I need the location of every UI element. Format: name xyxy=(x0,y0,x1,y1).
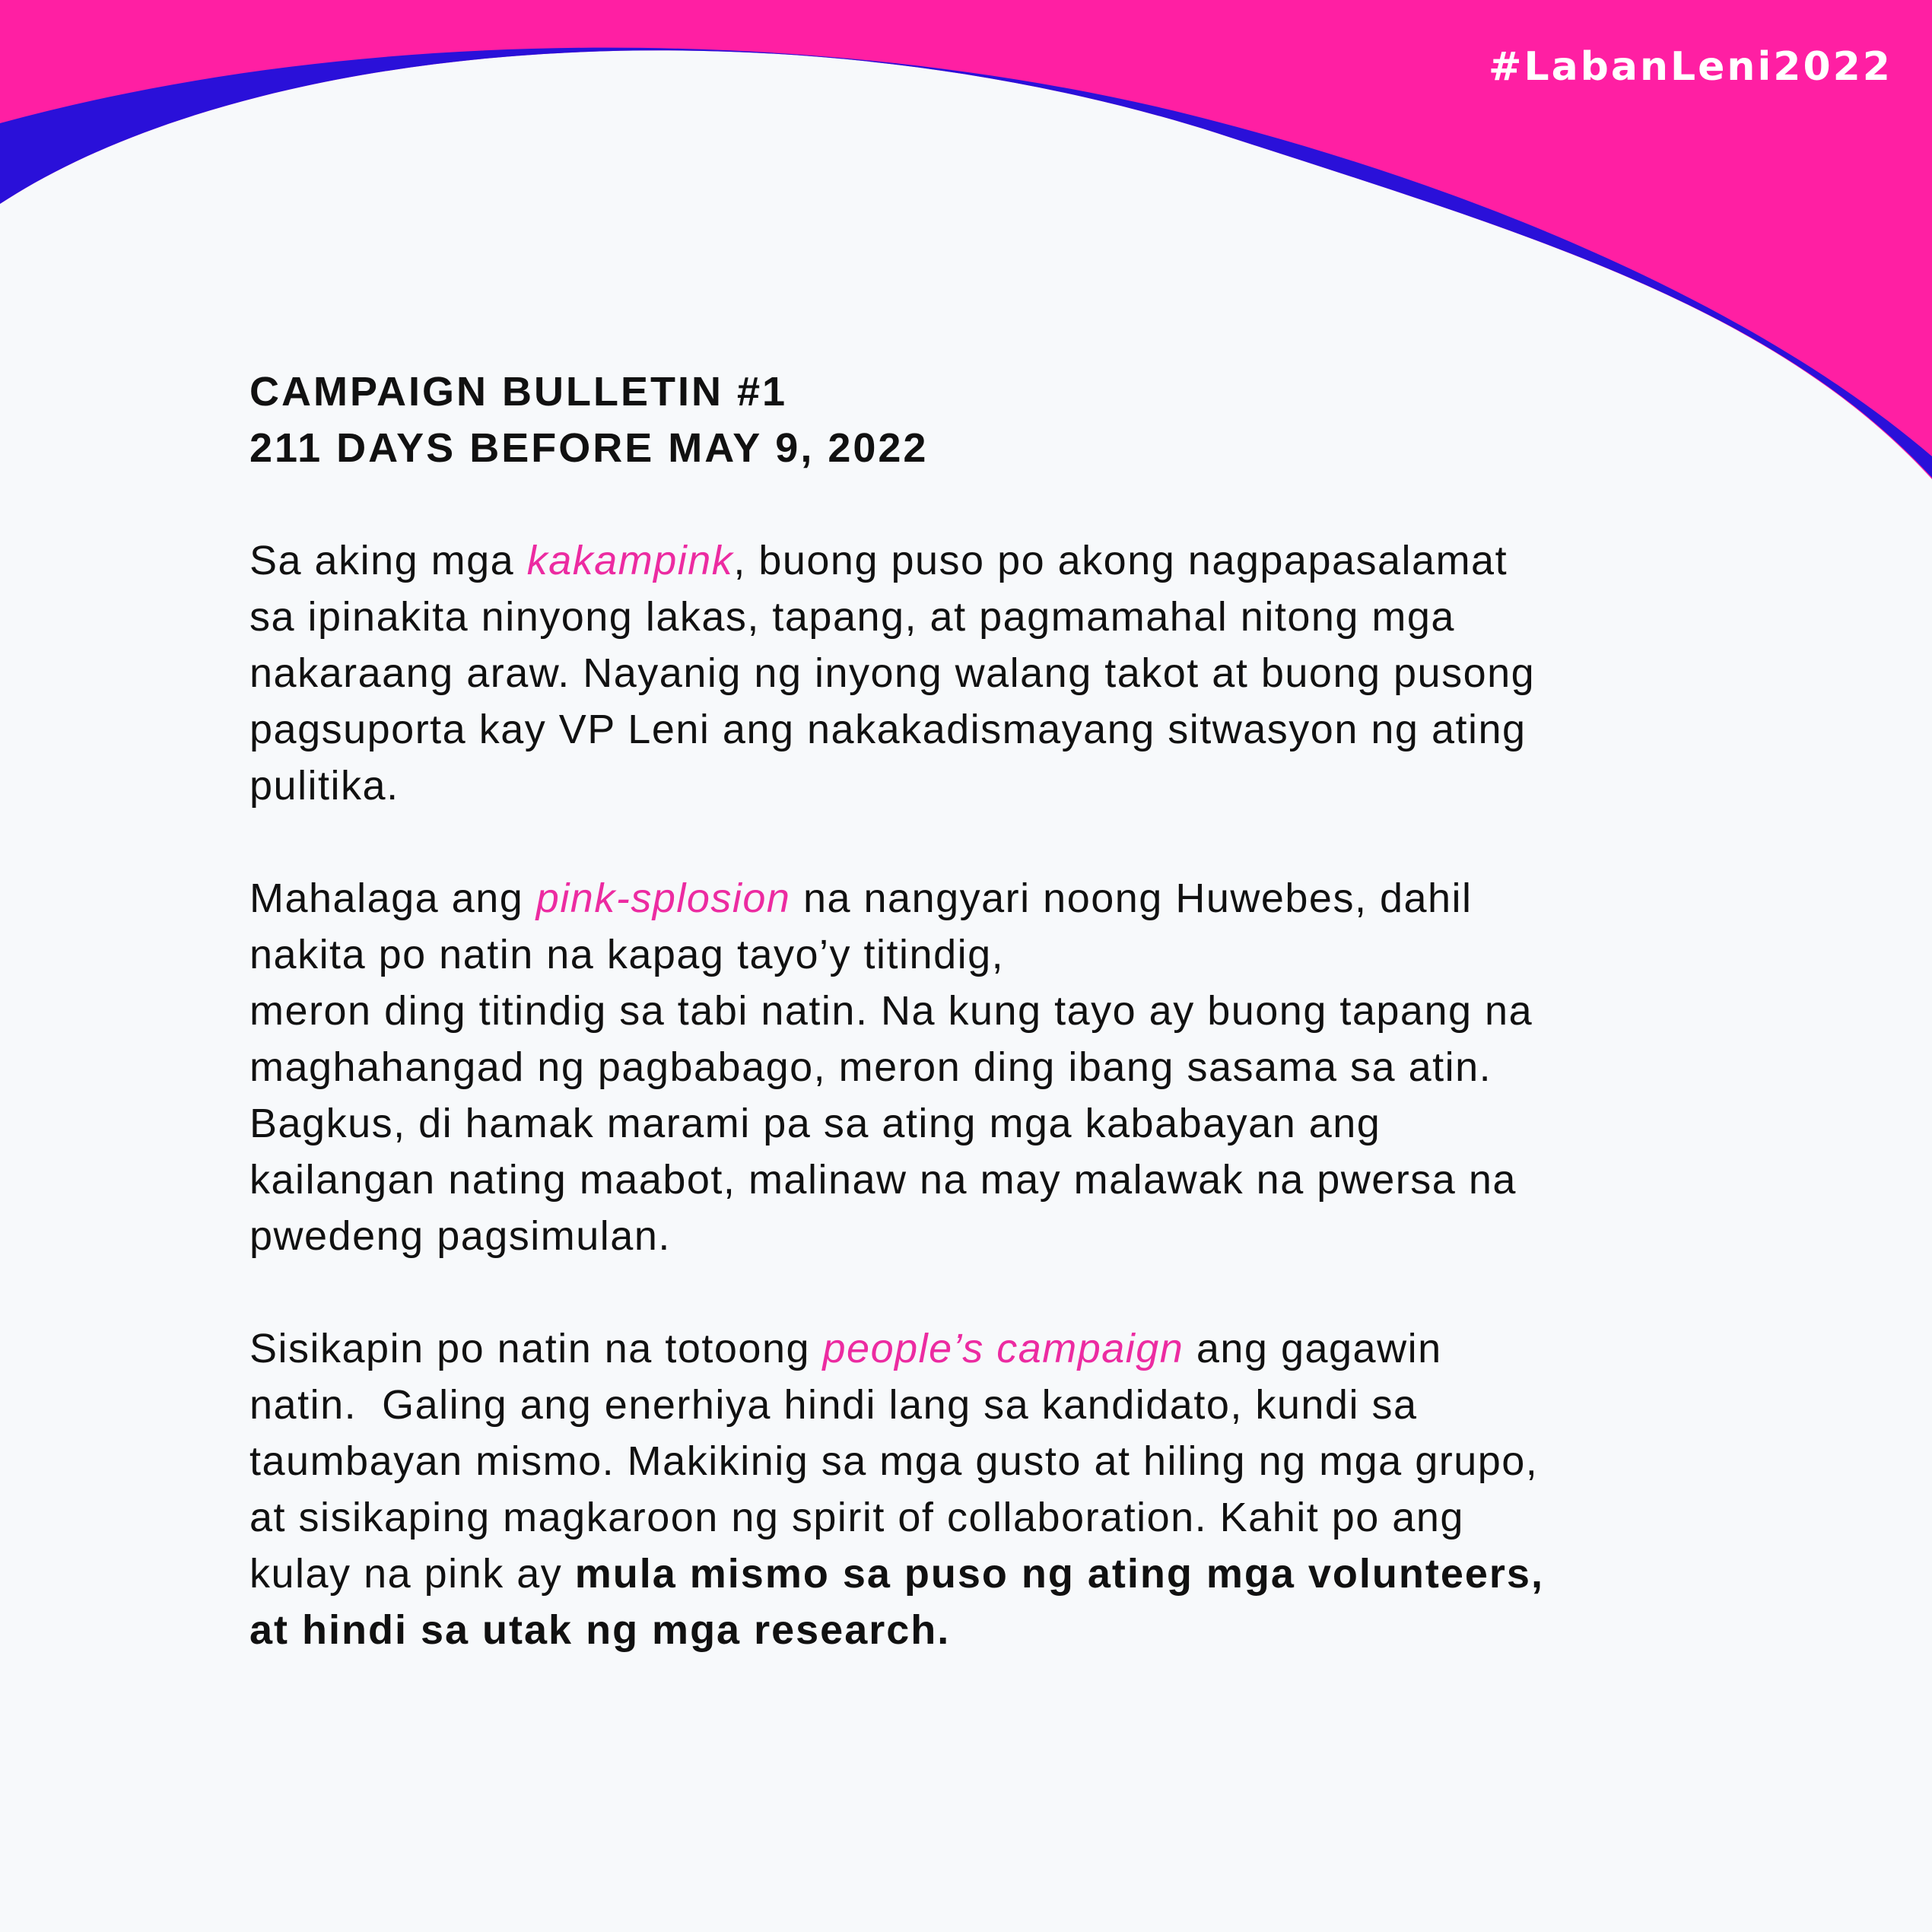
paragraph-pink-splosion xyxy=(249,870,1695,1264)
text-run: , buong puso po akong nagpapasalamat xyxy=(733,538,1508,583)
paragraph-line: pwedeng pagsimulan. xyxy=(249,1213,671,1259)
paragraph-line: maghahangad ng pagbabago, meron ding ibang sasama sa atin. xyxy=(249,1044,1492,1090)
bulletin-heading xyxy=(249,364,1695,476)
emphasis-volunteers: mula mismo sa puso ng ating mga volunteers, xyxy=(574,1551,1544,1597)
bulletin-subtitle: 211 DAYS BEFORE MAY 9, 2022 xyxy=(249,425,929,471)
paragraph-line: Bagkus, di hamak marami pa sa ating mga kababayan ang xyxy=(249,1101,1381,1146)
paragraph-line: kailangan nating maabot, malinaw na may malawak na pwersa na xyxy=(249,1157,1517,1203)
highlight-kakampink: kakampink xyxy=(526,538,734,583)
text-run: kulay na pink ay xyxy=(249,1551,575,1597)
paragraph-line xyxy=(249,870,1695,926)
text-run: Sa aking mga xyxy=(249,538,527,583)
paragraph-line: pulitika. xyxy=(249,763,399,809)
text-run: Sisikapin po natin na totoong xyxy=(249,1326,823,1371)
paragraph-line: meron ding titindig sa tabi natin. Na kung tayo ay buong tapang na xyxy=(249,988,1533,1034)
text-run: ang gagawin xyxy=(1184,1326,1442,1371)
paragraph-peoples-campaign xyxy=(249,1320,1695,1658)
paragraph-line xyxy=(249,1546,1695,1602)
highlight-peoples-campaign: people’s campaign xyxy=(822,1326,1184,1371)
paragraph-line: natin. Galing ang enerhiya hindi lang sa kandidato, kundi sa xyxy=(249,1382,1418,1428)
text-run: na nangyari noong Huwebes, dahil xyxy=(790,875,1473,921)
paragraph-line: nakita po natin na kapag tayo’y titindig, xyxy=(249,932,1005,977)
paragraph-line xyxy=(249,532,1695,589)
highlight-pink-splosion: pink-splosion xyxy=(535,875,791,921)
bulletin-title: CAMPAIGN BULLETIN #1 xyxy=(249,369,788,415)
paragraph-gratitude xyxy=(249,532,1695,814)
paragraph-line: pagsuporta kay VP Leni ang nakakadismayang sitwasyon ng ating xyxy=(249,707,1527,752)
emphasis-research: at hindi sa utak ng mga research. xyxy=(249,1607,951,1653)
campaign-hashtag: #LabanLeni2022 xyxy=(1488,44,1892,90)
paragraph-line: sa ipinakita ninyong lakas, tapang, at pagmamahal nitong mga xyxy=(249,594,1455,640)
paragraph-line: at sisikaping magkaroon ng spirit of collaboration. Kahit po ang xyxy=(249,1495,1464,1540)
paragraph-line: nakaraang araw. Nayanig ng inyong walang takot at buong pusong xyxy=(249,650,1536,696)
text-run: Mahalaga ang xyxy=(249,875,536,921)
bulletin-content xyxy=(249,364,1695,1658)
paragraph-line: taumbayan mismo. Makikinig sa mga gusto at hiling ng mga grupo, xyxy=(249,1438,1539,1484)
paragraph-line xyxy=(249,1320,1695,1377)
